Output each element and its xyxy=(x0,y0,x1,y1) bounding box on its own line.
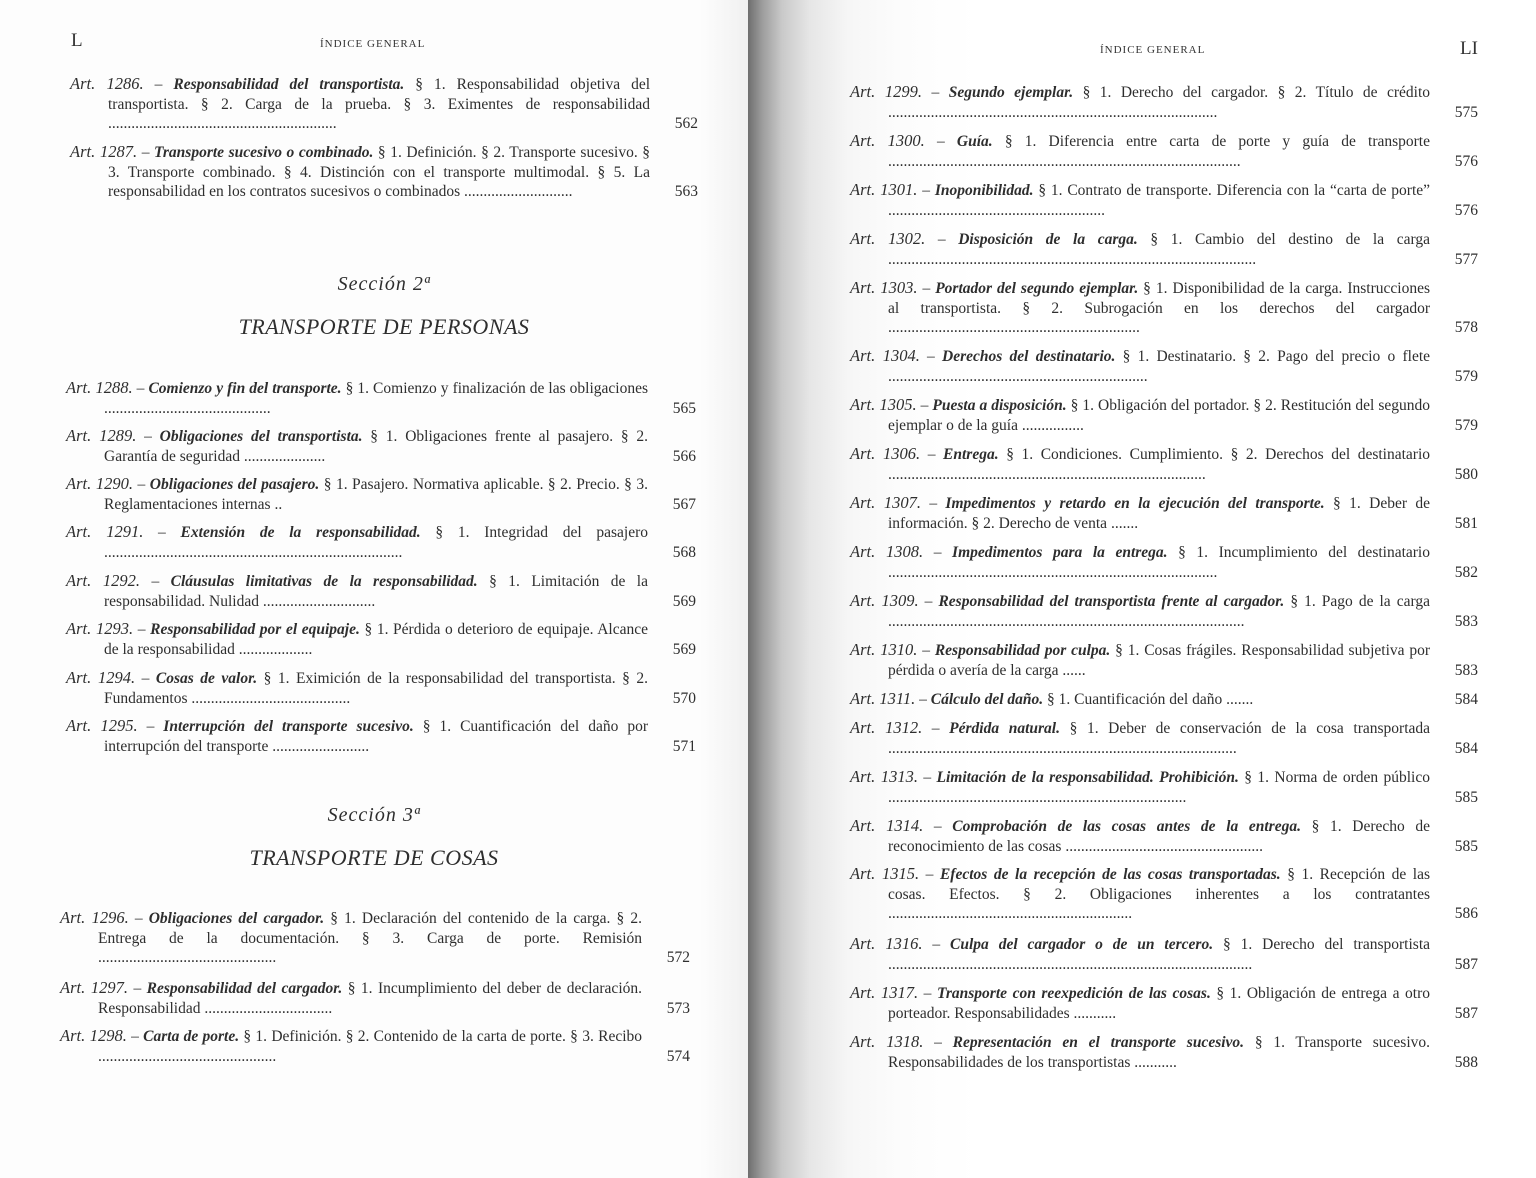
page-number: 568 xyxy=(672,543,696,561)
article-title: Segundo ejemplar. xyxy=(948,84,1074,101)
page-number: 586 xyxy=(1454,905,1478,922)
entry-1298: Art. 1298. – Carta de porte. § 1. Definición. § 2. Contenido de la carta de porte. § 3. Recibo .............................................. 574 xyxy=(60,1026,690,1065)
article-number: Art. 1289. xyxy=(66,426,137,445)
article-number: Art. 1313. xyxy=(850,767,918,786)
left-page xyxy=(0,0,748,1178)
article-number: Art. 1286. xyxy=(70,74,144,93)
article-sections: § 1. Incumplimiento del destinatario xyxy=(1178,544,1430,561)
article-sections: § 1. Cuantificación del daño xyxy=(1047,691,1223,708)
article-sections: § 1. Contrato de transporte. Diferencia con la “carta de porte” xyxy=(1038,182,1431,199)
article-sections: § 1. Obligación de entrega a otro porteador. Responsabilidades xyxy=(888,985,1430,1022)
page-number: 588 xyxy=(1454,1053,1478,1071)
page-number: 562 xyxy=(674,115,698,132)
page-number: 579 xyxy=(1454,416,1478,434)
entry-1291: Art. 1291. – Extensión de la responsabilidad. § 1. Integridad del pasajero ............................................................................. 568 xyxy=(66,522,696,561)
page-number: 585 xyxy=(1454,788,1478,806)
article-number: Art. 1311. xyxy=(850,689,916,708)
article-title: Cosas de valor. xyxy=(155,670,258,687)
entry-1312: Art. 1312. – Pérdida natural. § 1. Deber de conservación de la cosa transportada .......................................................................................... 584 xyxy=(850,718,1478,757)
article-title: Limitación de la responsabilidad. Prohibición. xyxy=(936,769,1239,786)
entry-1310: Art. 1310. – Responsabilidad por culpa. § 1. Cosas frágiles. Responsabilidad subjetiva por pérdida o avería de la carga ...... 583 xyxy=(850,640,1478,679)
article-number: Art. 1314. xyxy=(850,816,924,835)
article-title: Extensión de la responsabilidad. xyxy=(180,524,421,541)
entry-1314: Art. 1314. – Comprobación de las cosas antes de la entrega. § 1. Derecho de reconocimiento de las cosas ................................................... 585 xyxy=(850,816,1478,855)
entry-1289: Art. 1289. – Obligaciones del transportista. § 1. Obligaciones frente al pasajero. § 2. Garantía de seguridad ..................... 566 xyxy=(66,426,696,465)
entry-1301: Art. 1301. – Inoponibilidad. § 1. Contrato de transporte. Diferencia con la “carta de porte” ........................................................ 576 xyxy=(850,180,1478,219)
page-number: 571 xyxy=(672,737,696,755)
article-sections: § 1. Diferencia entre carta de porte y guía de transporte xyxy=(1004,133,1430,150)
page-number: 578 xyxy=(1454,319,1478,336)
entry-1300: Art. 1300. – Guía. § 1. Diferencia entre carta de porte y guía de transporte ........................................................................................... 576 xyxy=(850,131,1478,170)
running-head-left: ÍNDICE GENERAL xyxy=(320,38,426,50)
article-title: Pérdida natural. xyxy=(949,720,1060,737)
article-sections: § 1. Deber de información. § 2. Derecho de venta xyxy=(888,495,1430,532)
article-title: Responsabilidad del cargador. xyxy=(146,980,343,997)
article-number: Art. 1302. xyxy=(850,229,926,248)
running-head-right: ÍNDICE GENERAL xyxy=(1100,44,1206,56)
article-number: Art. 1306. xyxy=(850,444,921,463)
entry-1318: Art. 1318. – Representación en el transporte sucesivo. § 1. Transporte sucesivo. Responsabilidades de los transportistas ........... 588 xyxy=(850,1032,1478,1071)
article-title: Efectos de la recepción de las cosas transportadas. xyxy=(939,866,1281,883)
entry-1315: Art. 1315. – Efectos de la recepción de las cosas transportadas. § 1. Recepción de las cosas. Efectos. § 2. Obligaciones inherentes a los contratantes ............................................................... 586 xyxy=(850,864,1478,922)
article-title: Representación en el transporte sucesivo. xyxy=(952,1034,1245,1051)
article-title: Obligaciones del cargador. xyxy=(148,910,325,927)
article-sections: § 1. Cuantificación del daño por interrupción del transporte xyxy=(104,718,648,755)
article-title: Responsabilidad del transportista frente al cargador. xyxy=(938,593,1285,610)
entry-1308: Art. 1308. – Impedimentos para la entrega. § 1. Incumplimiento del destinatario ..................................................................................... 582 xyxy=(850,542,1478,581)
article-sections: § 1. Pago de la carga xyxy=(1290,593,1430,610)
article-sections: § 1. Eximición de la responsabilidad del transportista. § 2. Fundamentos xyxy=(104,670,649,707)
entry-1306: Art. 1306. – Entrega. § 1. Condiciones. Cumplimiento. § 2. Derechos del destinatario .................................................................................. 580 xyxy=(850,444,1478,483)
entry-1303: Art. 1303. – Portador del segundo ejemplar. § 1. Disponibilidad de la carga. Instrucciones al transportista. § 2. Subrogación en los derechos del cargador ................................................................. 578 xyxy=(850,278,1478,336)
article-number: Art. 1295. xyxy=(66,716,138,735)
entry-1287: Art. 1287. – Transporte sucesivo o combinado. § 1. Definición. § 2. Transporte sucesivo. § 3. Transporte combinado. § 4. Distinción con el transporte multimodal. § 5. La responsabilidad en los contratos sucesivos o combinados ............................ 563 xyxy=(70,142,698,200)
article-title: Obligaciones del transportista. xyxy=(159,428,363,445)
article-title: Comienzo y fin del transporte. xyxy=(148,380,342,397)
article-title: Portador del segundo ejemplar. xyxy=(935,280,1139,297)
article-number: Art. 1290. xyxy=(66,474,134,493)
article-title: Cláusulas limitativas de la responsabilidad. xyxy=(170,573,478,590)
section-title-3: TRANSPORTE DE COSAS xyxy=(249,845,499,870)
entry-1316: Art. 1316. – Culpa del cargador o de un tercero. § 1. Derecho del transportista .............................................................................................. 587 xyxy=(850,934,1478,973)
page-number: 566 xyxy=(672,447,696,465)
entry-1307: Art. 1307. – Impedimentos y retardo en la ejecución del transporte. § 1. Deber de información. § 2. Derecho de venta ....... 581 xyxy=(850,493,1478,532)
article-title: Carta de porte. xyxy=(143,1028,240,1045)
page-number: 569 xyxy=(672,640,696,658)
article-title: Obligaciones del pasajero. xyxy=(149,476,320,493)
article-number: Art. 1298. xyxy=(60,1026,127,1045)
article-number: Art. 1300. xyxy=(850,131,925,150)
entry-1290: Art. 1290. – Obligaciones del pasajero. § 1. Pasajero. Normativa aplicable. § 2. Precio. § 3. Reglamentaciones internas .. 567 xyxy=(66,474,696,513)
article-number: Art. 1288. xyxy=(66,378,133,397)
article-number: Art. 1293. xyxy=(66,619,134,638)
page-number: 582 xyxy=(1454,563,1478,581)
article-sections: § 1. Derecho del transportista xyxy=(1222,936,1431,953)
article-sections: § 1. Integridad del pasajero xyxy=(435,524,648,541)
article-sections: § 1. Cambio del destino de la carga xyxy=(1150,231,1430,248)
article-title: Impedimentos para la entrega. xyxy=(952,544,1168,561)
page-number: 587 xyxy=(1454,955,1478,973)
article-sections: § 1. Obligaciones frente al pasajero. § 2. Garantía de seguridad xyxy=(104,428,649,465)
section-label-3: Sección 3ª xyxy=(327,804,421,826)
page-number: 587 xyxy=(1454,1004,1478,1022)
article-number: Art. 1304. xyxy=(850,346,920,365)
page-number: 574 xyxy=(666,1047,690,1065)
article-sections: § 1. Incumplimiento del deber de declaración. Responsabilidad xyxy=(98,980,642,1017)
article-title: Comprobación de las cosas antes de la entrega. xyxy=(952,818,1301,835)
article-sections: § 1. Pérdida o deterioro de equipaje. Alcance de la responsabilidad xyxy=(104,621,649,658)
entry-1304: Art. 1304. – Derechos del destinatario. § 1. Destinatario. § 2. Pago del precio o flete ................................................................... 579 xyxy=(850,346,1478,385)
page-number: 579 xyxy=(1454,367,1478,385)
article-number: Art. 1309. xyxy=(850,591,919,610)
entry-1288: Art. 1288. – Comienzo y fin del transporte. § 1. Comienzo y finalización de las obligaciones ........................................... 565 xyxy=(66,378,696,417)
gutter-shade xyxy=(700,0,748,1178)
article-sections: § 1. Transporte sucesivo. Responsabilidades de los transportistas xyxy=(888,1034,1431,1071)
page-number: 567 xyxy=(672,495,696,513)
entry-1311: Art. 1311. – Cálculo del daño. § 1. Cuantificación del daño ....... 584 xyxy=(850,689,1478,708)
page-number: 565 xyxy=(672,399,696,417)
page-number: 576 xyxy=(1454,201,1478,219)
article-sections: § 1. Norma de orden público xyxy=(1244,769,1430,786)
article-title: Transporte con reexpedición de las cosas. xyxy=(936,985,1211,1002)
article-title: Transporte sucesivo o combinado. xyxy=(154,144,374,161)
article-number: Art. 1292. xyxy=(66,571,141,590)
right-page xyxy=(748,0,1536,1178)
article-title: Puesta a disposición. xyxy=(932,397,1067,414)
page-number: 577 xyxy=(1454,250,1478,268)
article-sections: § 1. Responsabilidad objetiva del transportista. § 2. Carga de la prueba. § 3. Eximentes de responsabilidad xyxy=(108,76,651,113)
entry-1292: Art. 1292. – Cláusulas limitativas de la responsabilidad. § 1. Limitación de la responsabilidad. Nulidad ............................. 569 xyxy=(66,571,696,610)
article-number: Art. 1296. xyxy=(60,908,129,927)
section-label-2: Sección 2ª xyxy=(337,273,431,295)
article-number: Art. 1287. xyxy=(70,142,138,161)
article-number: Art. 1307. xyxy=(850,493,921,512)
article-title: Responsabilidad del transportista. xyxy=(173,76,405,93)
article-title: Responsabilidad por culpa. xyxy=(934,642,1111,659)
article-sections: § 1. Obligación del portador. § 2. Restitución del segundo ejemplar o de la guía xyxy=(888,397,1431,434)
article-sections: § 1. Definición. § 2. Transporte sucesivo. § 3. Transporte combinado. § 4. Distinción con el transporte multimodal. § 5. La responsabilidad en los contratos sucesivos o combinados xyxy=(108,144,650,200)
page-number: 583 xyxy=(1454,661,1478,679)
article-sections: § 1. Limitación de la responsabilidad. Nulidad xyxy=(104,573,648,610)
entry-1294: Art. 1294. – Cosas de valor. § 1. Eximición de la responsabilidad del transportista. § 2. Fundamentos ......................................... 570 xyxy=(66,668,696,707)
article-sections: § 1. Comienzo y finalización de las obligaciones xyxy=(345,380,649,397)
article-number: Art. 1299. xyxy=(850,82,923,101)
article-sections: § 1. Pasajero. Normativa aplicable. § 2. Precio. § 3. Reglamentaciones internas xyxy=(104,476,648,513)
article-sections: § 1. Cosas frágiles. Responsabilidad subjetiva por pérdida o avería de la carga xyxy=(888,642,1431,679)
article-title: Inoponibilidad. xyxy=(934,182,1034,199)
page-number: 584 xyxy=(1454,691,1478,708)
article-title: Interrupción del transporte sucesivo. xyxy=(163,718,414,735)
article-sections: § 1. Condiciones. Cumplimiento. § 2. Derechos del destinatario xyxy=(1006,446,1431,463)
article-title: Disposición de la carga. xyxy=(958,231,1138,248)
page-number: 563 xyxy=(674,183,698,200)
article-sections: § 1. Destinatario. § 2. Pago del precio o flete xyxy=(1122,348,1431,365)
article-number: Art. 1316. xyxy=(850,934,923,953)
article-sections: § 1. Derecho del cargador. § 2. Título de crédito xyxy=(1082,84,1431,101)
article-sections: § 1. Deber de conservación de la cosa transportada xyxy=(1069,720,1431,737)
article-number: Art. 1310. xyxy=(850,640,918,659)
page-number: 581 xyxy=(1454,514,1478,532)
article-number: Art. 1303. xyxy=(850,278,918,297)
article-title: Guía. xyxy=(956,133,993,150)
article-sections: § 1. Derecho de reconocimiento de las cosas xyxy=(888,818,1431,855)
article-number: Art. 1301. xyxy=(850,180,918,199)
section-title-2: TRANSPORTE DE PERSONAS xyxy=(238,314,530,339)
entry-1313: Art. 1313. – Limitación de la responsabilidad. Prohibición. § 1. Norma de orden público ............................................................................. 585 xyxy=(850,767,1478,806)
entry-1309: Art. 1309. – Responsabilidad del transportista frente al cargador. § 1. Pago de la carga ............................................................................................ 583 xyxy=(850,591,1478,630)
entry-1299: Art. 1299. – Segundo ejemplar. § 1. Derecho del cargador. § 2. Título de crédito ..................................................................................... 575 xyxy=(850,82,1478,121)
entry-1295: Art. 1295. – Interrupción del transporte sucesivo. § 1. Cuantificación del daño por interrupción del transporte ......................... 571 xyxy=(66,716,696,755)
article-sections: § 1. Disponibilidad de la carga. Instrucciones al transportista. § 2. Subrogación en los derechos del cargador xyxy=(888,280,1430,317)
page-number: 584 xyxy=(1454,739,1478,757)
entry-1297: Art. 1297. – Responsabilidad del cargador. § 1. Incumplimiento del deber de declaración. Responsabilidad ................................. 573 xyxy=(60,978,690,1017)
page-folio-left: L xyxy=(71,30,83,51)
article-title: Cálculo del daño. xyxy=(930,691,1044,708)
page-number: 572 xyxy=(666,949,690,966)
page-number: 575 xyxy=(1454,103,1478,121)
article-number: Art. 1305. xyxy=(850,395,917,414)
article-title: Culpa del cargador o de un tercero. xyxy=(950,936,1214,953)
article-number: Art. 1297. xyxy=(60,978,129,997)
entry-1286: Art. 1286. – Responsabilidad del transportista. § 1. Responsabilidad objetiva del transportista. § 2. Carga de la prueba. § 3. Eximentes de responsabilidad ........................................................... 562 xyxy=(70,74,698,132)
article-sections: § 1. Declaración del contenido de la carga. § 2. Entrega de la documentación. § 3. Carga de porte. Remisión xyxy=(98,910,642,947)
article-number: Art. 1308. xyxy=(850,542,924,561)
entry-1305: Art. 1305. – Puesta a disposición. § 1. Obligación del portador. § 2. Restitución del segundo ejemplar o de la guía ................ 579 xyxy=(850,395,1478,434)
page-number: 573 xyxy=(666,999,690,1017)
page-number: 569 xyxy=(672,592,696,610)
entry-1317: Art. 1317. – Transporte con reexpedición de las cosas. § 1. Obligación de entrega a otro porteador. Responsabilidades ........... 587 xyxy=(850,983,1478,1022)
entry-1296: Art. 1296. – Obligaciones del cargador. § 1. Declaración del contenido de la carga. § 2. Entrega de la documentación. § 3. Carga de porte. Remisión .............................................. 572 xyxy=(60,908,690,966)
article-title: Entrega. xyxy=(943,446,999,463)
page-number: 570 xyxy=(672,689,696,707)
entry-1293: Art. 1293. – Responsabilidad por el equipaje. § 1. Pérdida o deterioro de equipaje. Alcance de la responsabilidad ................... 569 xyxy=(66,619,696,658)
entry-1302: Art. 1302. – Disposición de la carga. § 1. Cambio del destino de la carga ............................................................................................... 577 xyxy=(850,229,1478,268)
page-folio-right: LI xyxy=(1460,38,1478,59)
article-title: Derechos del destinatario. xyxy=(942,348,1116,365)
article-number: Art. 1315. xyxy=(850,864,920,883)
page-number: 576 xyxy=(1454,152,1478,170)
article-number: Art. 1294. xyxy=(66,668,136,687)
page-number: 583 xyxy=(1454,612,1478,630)
article-title: Responsabilidad por el equipaje. xyxy=(150,621,360,638)
article-number: Art. 1317. xyxy=(850,983,919,1002)
article-number: Art. 1312. xyxy=(850,718,923,737)
article-sections: § 1. Definición. § 2. Contenido de la carta de porte. § 3. Recibo xyxy=(243,1028,643,1045)
article-sections: § 1. Recepción de las cosas. Efectos. § 2. Obligaciones inherentes a los contratantes xyxy=(888,866,1430,903)
page-number: 580 xyxy=(1454,465,1478,483)
article-title: Impedimentos y retardo en la ejecución del transporte. xyxy=(945,495,1325,512)
article-number: Art. 1318. xyxy=(850,1032,924,1051)
page-number: 585 xyxy=(1454,837,1478,855)
article-number: Art. 1291. xyxy=(66,522,144,541)
